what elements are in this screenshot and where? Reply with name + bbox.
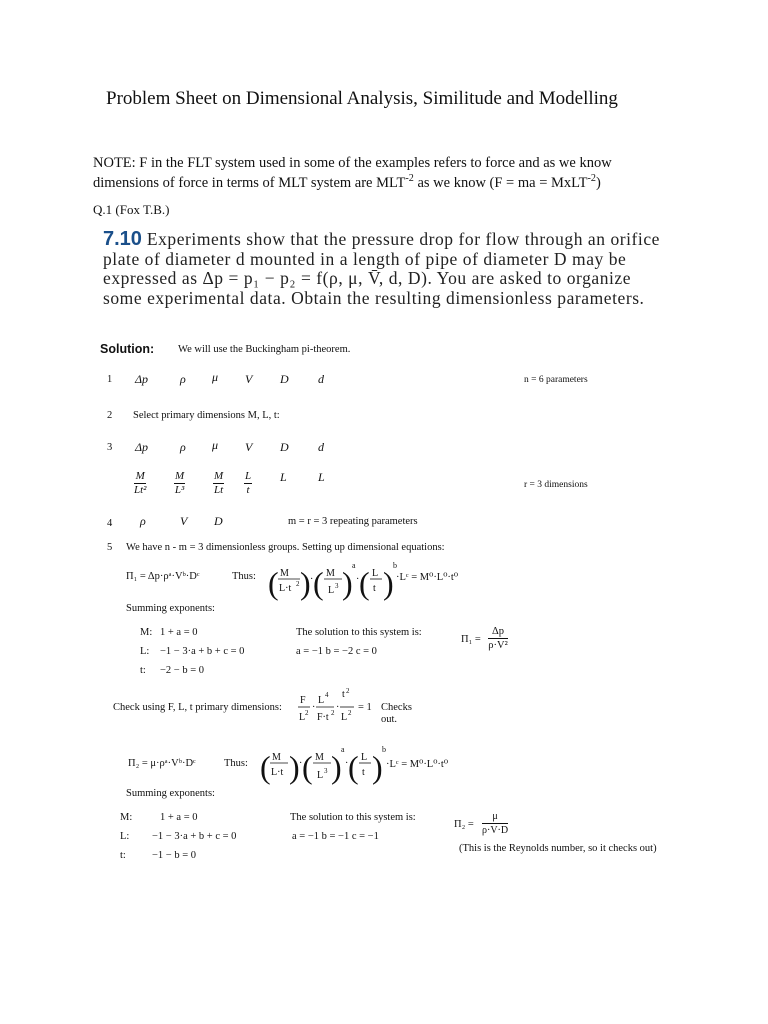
svg-text:(: ( bbox=[260, 749, 271, 785]
pi2-result-lhs: Π₂ = bbox=[454, 819, 474, 830]
step-number: 4 bbox=[107, 518, 113, 529]
repeating-rho: ρ bbox=[140, 514, 146, 528]
svg-text:·: · bbox=[312, 702, 316, 713]
param-big-d: D bbox=[280, 440, 289, 454]
step-number: 2 bbox=[107, 410, 113, 421]
pi1-result-lhs: Π₁ = bbox=[461, 634, 481, 645]
solution-heading: Solution: bbox=[100, 342, 155, 356]
check-result: = 1 bbox=[358, 702, 372, 713]
checks-out: Checks out. bbox=[381, 702, 412, 725]
svg-text:M: M bbox=[326, 568, 335, 579]
solution-label: The solution to this system is: bbox=[290, 812, 416, 823]
svg-text:(: ( bbox=[302, 749, 313, 785]
pi2-result-fraction: $\frac{\mu}{\rho\cdot V\cdot D}$ bbox=[482, 811, 509, 836]
param-small-d: d bbox=[318, 440, 324, 454]
param-mu: μ bbox=[212, 438, 219, 452]
note-paragraph bbox=[93, 153, 693, 193]
eq-t: −2 − b = 0 bbox=[160, 665, 205, 676]
eq-label-t: t: bbox=[120, 850, 126, 861]
param-big-d: D bbox=[280, 372, 289, 386]
pi2-solution-values: a = −1 b = −1 c = −1 bbox=[292, 831, 379, 842]
pi2-rhs: ·Lᶜ = M⁰·L⁰·t⁰ bbox=[386, 759, 449, 770]
param-mu: μ bbox=[212, 370, 219, 384]
svg-text:a: a bbox=[352, 561, 356, 570]
problem-text: Experiments show that the pressure drop for flow through an orifice plate of diameter d mounted in a length of pipe of diameter D may be expressed as Δp = p₁ − p₂ = f(ρ, μ, V̄, d, D). You are asked to organize some experimental data. Obtain the resulting dimensionless parameters. bbox=[103, 229, 660, 308]
svg-text:(: ( bbox=[313, 565, 324, 601]
question-label: Q.1 (Fox T.B.) bbox=[93, 202, 170, 217]
svg-text:L: L bbox=[328, 585, 335, 596]
svg-text:2: 2 bbox=[305, 709, 309, 717]
svg-text:F: F bbox=[300, 695, 306, 706]
param-delta-p: Δp bbox=[135, 372, 149, 386]
thus-label: Thus: bbox=[232, 571, 256, 582]
problem-statement bbox=[103, 230, 673, 308]
eq-l: −1 − 3·a + b + c = 0 bbox=[152, 831, 237, 842]
pi1-rhs: ·Lᶜ = M⁰·L⁰·t⁰ bbox=[396, 572, 459, 583]
svg-text:·: · bbox=[356, 574, 360, 585]
thus-label: Thus: bbox=[224, 758, 248, 769]
dim-v: $\frac{L}{t}$ bbox=[245, 470, 252, 496]
svg-text:L: L bbox=[299, 712, 306, 723]
svg-text:M: M bbox=[272, 752, 281, 763]
svg-text:): ) bbox=[300, 565, 311, 601]
svg-text:2: 2 bbox=[331, 709, 335, 717]
param-delta-p: Δp bbox=[135, 440, 149, 454]
svg-text:b: b bbox=[382, 745, 386, 754]
svg-text:2: 2 bbox=[348, 709, 352, 717]
m-repeating-text: m = r = 3 repeating parameters bbox=[288, 516, 418, 527]
svg-text:(: ( bbox=[268, 565, 279, 601]
svg-text:(: ( bbox=[359, 565, 370, 601]
eq-label-l: L: bbox=[140, 646, 150, 657]
dim-rho: $\frac{M}{\text{L³}}$ bbox=[174, 470, 185, 496]
pi1-result-fraction: $\frac{\Delta p}{\text{ρ·V²}}$ bbox=[488, 626, 508, 651]
step-number: 1 bbox=[107, 374, 113, 385]
summing-label: Summing exponents: bbox=[126, 788, 215, 799]
dim-delta-p: $\frac{M}{\text{Lt²}}$ bbox=[134, 470, 147, 496]
svg-text:(: ( bbox=[348, 749, 359, 785]
step5-text: We have n - m = 3 dimensionless groups. Setting up dimensional equations: bbox=[126, 542, 445, 553]
svg-text:·: · bbox=[299, 758, 303, 769]
svg-text:): ) bbox=[342, 565, 353, 601]
eq-t: −1 − b = 0 bbox=[152, 850, 197, 861]
note-line-1: NOTE: F in the FLT system used in some of the examples refers to force and as we know bbox=[93, 155, 612, 171]
check-dimensional-expression bbox=[296, 686, 366, 726]
svg-text:t: t bbox=[342, 689, 345, 700]
eq-l: −1 − 3·a + b + c = 0 bbox=[160, 646, 245, 657]
solution-label: The solution to this system is: bbox=[296, 627, 422, 638]
r-dimensions: r = 3 dimensions bbox=[524, 480, 588, 490]
dim-small-d: L bbox=[318, 470, 325, 484]
svg-text:L: L bbox=[318, 695, 325, 706]
svg-text:M: M bbox=[280, 568, 289, 579]
svg-text:t: t bbox=[373, 583, 376, 594]
check-text: Check using F, L, t primary dimensions: bbox=[113, 702, 282, 713]
step2-text: Select primary dimensions M, L, t: bbox=[133, 410, 280, 421]
solution-intro: We will use the Buckingham pi-theorem. bbox=[178, 344, 351, 355]
svg-text:): ) bbox=[331, 749, 342, 785]
svg-text:L·t: L·t bbox=[279, 583, 292, 594]
summing-label: Summing exponents: bbox=[126, 603, 215, 614]
param-small-d: d bbox=[318, 372, 324, 386]
reynolds-note: (This is the Reynolds number, so it checks out) bbox=[459, 843, 657, 854]
svg-text:·: · bbox=[336, 702, 340, 713]
svg-text:L: L bbox=[361, 752, 368, 763]
problem-number: 7.10 bbox=[103, 228, 142, 250]
dim-mu: $\frac{M}{Lt}$ bbox=[213, 470, 224, 496]
repeating-v: V bbox=[180, 514, 188, 528]
eq-label-m: M: bbox=[120, 812, 133, 823]
svg-text:L: L bbox=[341, 712, 348, 723]
repeating-d: D bbox=[214, 514, 223, 528]
svg-text:M: M bbox=[315, 752, 324, 763]
param-v: V bbox=[245, 440, 253, 454]
step-number: 5 bbox=[107, 542, 113, 553]
eq-label-l: L: bbox=[120, 831, 130, 842]
svg-text:): ) bbox=[289, 749, 300, 785]
svg-text:2: 2 bbox=[296, 580, 300, 588]
eq-label-t: t: bbox=[140, 665, 146, 676]
svg-text:3: 3 bbox=[324, 767, 328, 775]
param-rho: ρ bbox=[180, 372, 186, 386]
param-rho: ρ bbox=[180, 440, 186, 454]
param-v: V bbox=[245, 372, 253, 386]
svg-text:F·t: F·t bbox=[317, 712, 329, 723]
svg-text:a: a bbox=[341, 745, 345, 754]
svg-text:L: L bbox=[317, 770, 324, 781]
svg-text:2: 2 bbox=[346, 687, 350, 695]
svg-text:): ) bbox=[372, 749, 383, 785]
note-line-2: dimensions of force in terms of MLT system are $MLT^{-2}$ as we know (F = ma = MxLT$^{-2}$) bbox=[93, 173, 601, 191]
eq-m: 1 + a = 0 bbox=[160, 812, 198, 823]
eq-label-m: M: bbox=[140, 627, 153, 638]
dim-big-d: L bbox=[280, 470, 287, 484]
svg-text:3: 3 bbox=[335, 582, 339, 590]
svg-text:): ) bbox=[383, 565, 394, 601]
svg-text:L: L bbox=[372, 568, 379, 579]
svg-text:b: b bbox=[393, 561, 397, 570]
svg-text:t: t bbox=[362, 767, 365, 778]
page-title: Problem Sheet on Dimensional Analysis, Similitude and Modelling bbox=[106, 88, 618, 109]
eq-m: 1 + a = 0 bbox=[160, 627, 198, 638]
pi1-solution-values: a = −1 b = −2 c = 0 bbox=[296, 646, 377, 657]
svg-text:·: · bbox=[310, 574, 314, 585]
svg-text:L·t: L·t bbox=[271, 767, 284, 778]
step-number: 3 bbox=[107, 442, 113, 453]
n-parameters: n = 6 parameters bbox=[524, 375, 588, 385]
svg-text:4: 4 bbox=[325, 691, 329, 699]
pi1-definition: Π₁ = Δp·ρᵃ·Vᵇ·Dᶜ bbox=[126, 571, 200, 582]
pi2-definition: Π₂ = μ·ρᵃ·Vᵇ·Dᶜ bbox=[128, 758, 196, 769]
svg-text:·: · bbox=[345, 758, 349, 769]
